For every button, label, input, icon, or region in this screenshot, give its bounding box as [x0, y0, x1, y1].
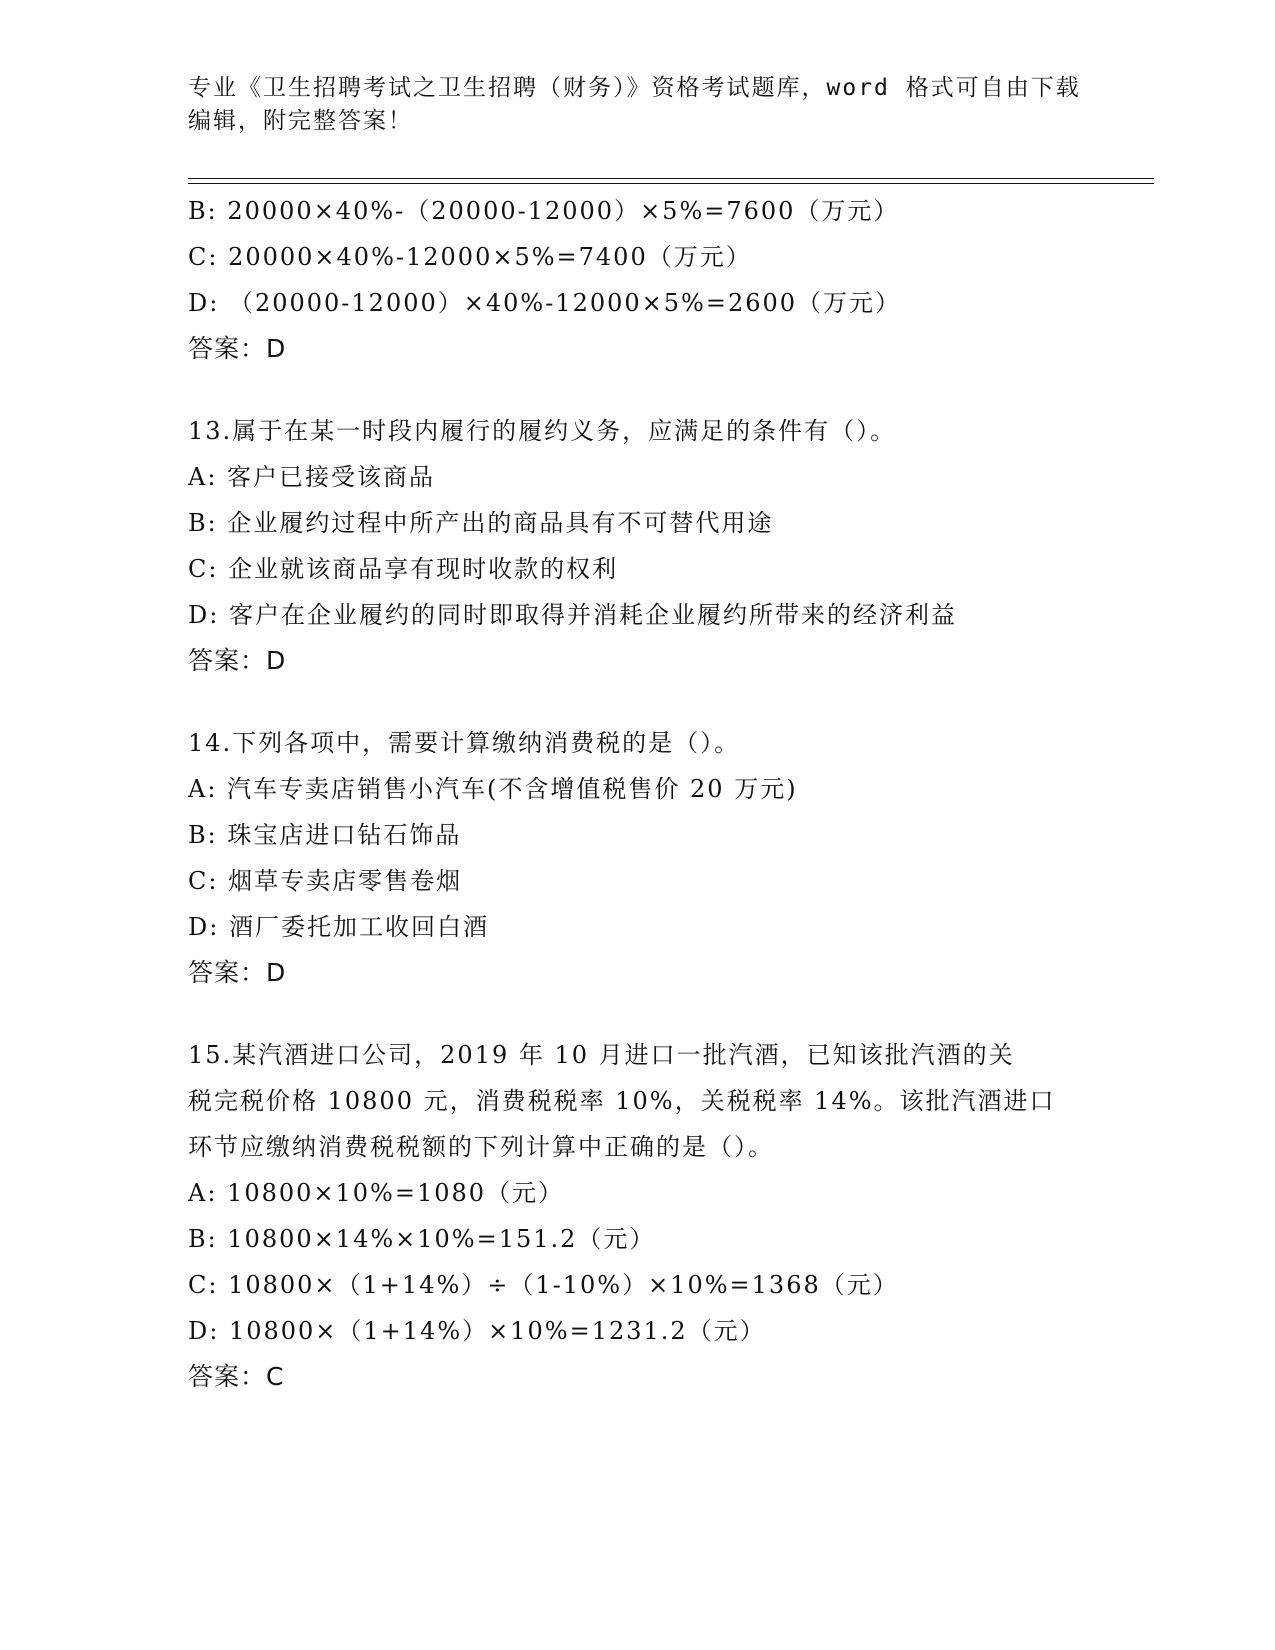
- option-c: C: 烟草专卖店零售卷烟: [188, 867, 463, 895]
- option-d: D: 10800×（1+14%）×10%=1231.2（元）: [188, 1317, 766, 1345]
- answer-label: 答案：C: [188, 1362, 285, 1391]
- answer-label: 答案：D: [188, 334, 287, 363]
- option-c: C: 20000×40%-12000×5%=7400（万元）: [188, 243, 752, 271]
- question-stem: 13.属于在某一时段内履行的履约义务，应满足的条件有（）。: [188, 417, 897, 445]
- document-header: [188, 72, 1088, 138]
- question-14: [188, 720, 1088, 996]
- answer-label: 答案：D: [188, 958, 287, 987]
- option-a: A: 10800×10%=1080（元）: [188, 1179, 565, 1207]
- question-stem-line-3: 环节应缴纳消费税税额的下列计算中正确的是（）。: [188, 1133, 774, 1161]
- option-b: B: 20000×40%-（20000-12000）×5%=7600（万元）: [188, 197, 900, 225]
- option-a: A: 客户已接受该商品: [188, 463, 436, 491]
- question-13: [188, 408, 1088, 684]
- option-d: D: 客户在企业履约的同时即取得并消耗企业履约所带来的经济利益: [188, 601, 957, 629]
- question-15: [188, 1032, 1088, 1400]
- answer-label: 答案：D: [188, 646, 287, 675]
- option-d: D: （20000-12000）×40%-12000×5%=2600（万元）: [188, 289, 902, 317]
- option-d: D: 酒厂委托加工收回白酒: [188, 913, 489, 941]
- header-divider-bottom: [188, 183, 1154, 184]
- question-12-tail: [188, 188, 1088, 372]
- option-b: B: 10800×14%×10%=151.2（元）: [188, 1225, 656, 1253]
- option-a: A: 汽车专卖店销售小汽车(不含增值税售价 20 万元): [188, 775, 798, 803]
- option-b: B: 珠宝店进口钻石饰品: [188, 821, 462, 849]
- question-stem-line-1: 15.某汽酒进口公司，2019 年 10 月进口一批汽酒，已知该批汽酒的关: [188, 1041, 1015, 1069]
- question-stem-line-2: 税完税价格 10800 元，消费税税率 10%，关税税率 14%。该批汽酒进口: [188, 1087, 1056, 1115]
- question-stem: 14.下列各项中，需要计算缴纳消费税的是（）。: [188, 729, 741, 757]
- question-content: [188, 188, 1088, 1400]
- option-c: C: 10800×（1+14%）÷（1-10%）×10%=1368（元）: [188, 1271, 899, 1299]
- header-line-1: 专业《卫生招聘考试之卫生招聘（财务）》资格考试题库，word 格式可自由下载: [188, 75, 1081, 101]
- option-c: C: 企业就该商品享有现时收款的权利: [188, 555, 619, 583]
- header-divider-top: [188, 178, 1154, 179]
- option-b: B: 企业履约过程中所产出的商品具有不可替代用途: [188, 509, 774, 537]
- header-line-2: 编辑，附完整答案！: [188, 108, 413, 134]
